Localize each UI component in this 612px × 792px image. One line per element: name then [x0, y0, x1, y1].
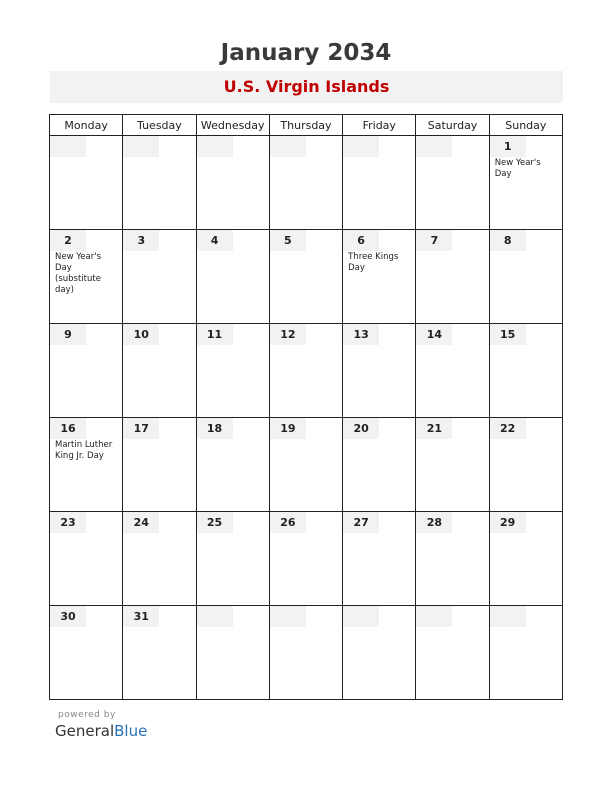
weekday-header: Monday — [50, 115, 123, 136]
day-cell — [489, 324, 562, 418]
day-cell — [343, 136, 416, 230]
weekday-header: Friday — [343, 115, 416, 136]
day-cell — [196, 606, 269, 700]
day-number — [416, 136, 452, 157]
weekday-header: Wednesday — [196, 115, 269, 136]
day-cell — [123, 418, 196, 512]
day-number: 23 — [50, 512, 86, 533]
day-cell — [489, 512, 562, 606]
brand-footer — [55, 710, 147, 740]
day-cell — [196, 324, 269, 418]
weekday-header: Thursday — [269, 115, 342, 136]
weekday-header-row — [50, 115, 563, 136]
day-number — [270, 606, 306, 627]
day-number: 31 — [123, 606, 159, 627]
day-cell — [50, 418, 123, 512]
day-number: 18 — [197, 418, 233, 439]
week-row — [50, 136, 563, 230]
day-number: 11 — [197, 324, 233, 345]
day-cell — [196, 418, 269, 512]
day-cell — [269, 418, 342, 512]
day-cell — [196, 230, 269, 324]
day-number — [197, 606, 233, 627]
day-cell — [269, 230, 342, 324]
day-number: 5 — [270, 230, 306, 251]
day-cell — [50, 324, 123, 418]
day-number — [490, 606, 526, 627]
day-number: 30 — [50, 606, 86, 627]
day-cell — [123, 230, 196, 324]
region-subtitle: U.S. Virgin Islands — [50, 71, 563, 103]
day-number: 13 — [343, 324, 379, 345]
day-number: 16 — [50, 418, 86, 439]
week-row — [50, 418, 563, 512]
day-cell — [343, 324, 416, 418]
day-number — [343, 606, 379, 627]
weekday-header: Saturday — [416, 115, 489, 136]
calendar-title: January 2034 — [220, 40, 392, 66]
day-cell — [196, 136, 269, 230]
powered-by-text: powered by — [58, 710, 116, 720]
day-number: 22 — [490, 418, 526, 439]
brand-logo — [55, 722, 147, 740]
day-number: 24 — [123, 512, 159, 533]
day-number: 6 — [343, 230, 379, 251]
day-number: 7 — [416, 230, 452, 251]
day-cell — [416, 230, 489, 324]
day-number: 14 — [416, 324, 452, 345]
weekday-header: Sunday — [489, 115, 562, 136]
day-cell — [343, 606, 416, 700]
day-number: 21 — [416, 418, 452, 439]
day-cell — [50, 136, 123, 230]
day-number: 8 — [490, 230, 526, 251]
day-number: 29 — [490, 512, 526, 533]
week-row — [50, 512, 563, 606]
day-cell — [50, 512, 123, 606]
day-cell — [50, 230, 123, 324]
day-number: 26 — [270, 512, 306, 533]
day-number — [197, 136, 233, 157]
day-number: 9 — [50, 324, 86, 345]
day-cell — [196, 512, 269, 606]
day-number — [416, 606, 452, 627]
day-number: 19 — [270, 418, 306, 439]
day-cell — [489, 230, 562, 324]
day-cell — [416, 512, 489, 606]
day-number: 12 — [270, 324, 306, 345]
holiday-label: New Year's Day (substitute day) — [55, 252, 102, 295]
holiday-label: Three Kings Day — [348, 252, 399, 273]
day-cell — [123, 324, 196, 418]
day-number — [343, 136, 379, 157]
day-cell — [343, 512, 416, 606]
day-number: 25 — [197, 512, 233, 533]
brand-name-part1: General — [55, 722, 115, 740]
day-cell — [269, 136, 342, 230]
day-cell — [343, 230, 416, 324]
holiday-label: New Year's Day — [494, 158, 541, 179]
day-cell — [269, 324, 342, 418]
day-cell — [50, 606, 123, 700]
day-cell — [123, 512, 196, 606]
day-number: 28 — [416, 512, 452, 533]
day-number: 17 — [123, 418, 159, 439]
day-cell — [489, 136, 562, 230]
week-row — [50, 606, 563, 700]
day-cell — [269, 606, 342, 700]
day-number: 4 — [197, 230, 233, 251]
day-number: 3 — [123, 230, 159, 251]
day-cell — [123, 606, 196, 700]
day-number: 15 — [490, 324, 526, 345]
day-number: 27 — [343, 512, 379, 533]
day-number: 20 — [343, 418, 379, 439]
day-number — [270, 136, 306, 157]
brand-name-part2: Blue — [114, 722, 148, 740]
day-cell — [343, 418, 416, 512]
week-row — [50, 230, 563, 324]
weekday-header: Tuesday — [123, 115, 196, 136]
day-cell — [489, 418, 562, 512]
day-number — [123, 136, 159, 157]
day-cell — [489, 606, 562, 700]
week-row — [50, 324, 563, 418]
day-cell — [123, 136, 196, 230]
calendar-grid — [49, 114, 563, 700]
day-number: 1 — [490, 136, 526, 157]
day-number — [50, 136, 86, 157]
day-cell — [416, 324, 489, 418]
day-cell — [416, 418, 489, 512]
day-cell — [416, 136, 489, 230]
day-cell — [416, 606, 489, 700]
holiday-label: Martin Luther King Jr. Day — [55, 440, 113, 461]
day-cell — [269, 512, 342, 606]
day-number: 2 — [50, 230, 86, 251]
day-number: 10 — [123, 324, 159, 345]
